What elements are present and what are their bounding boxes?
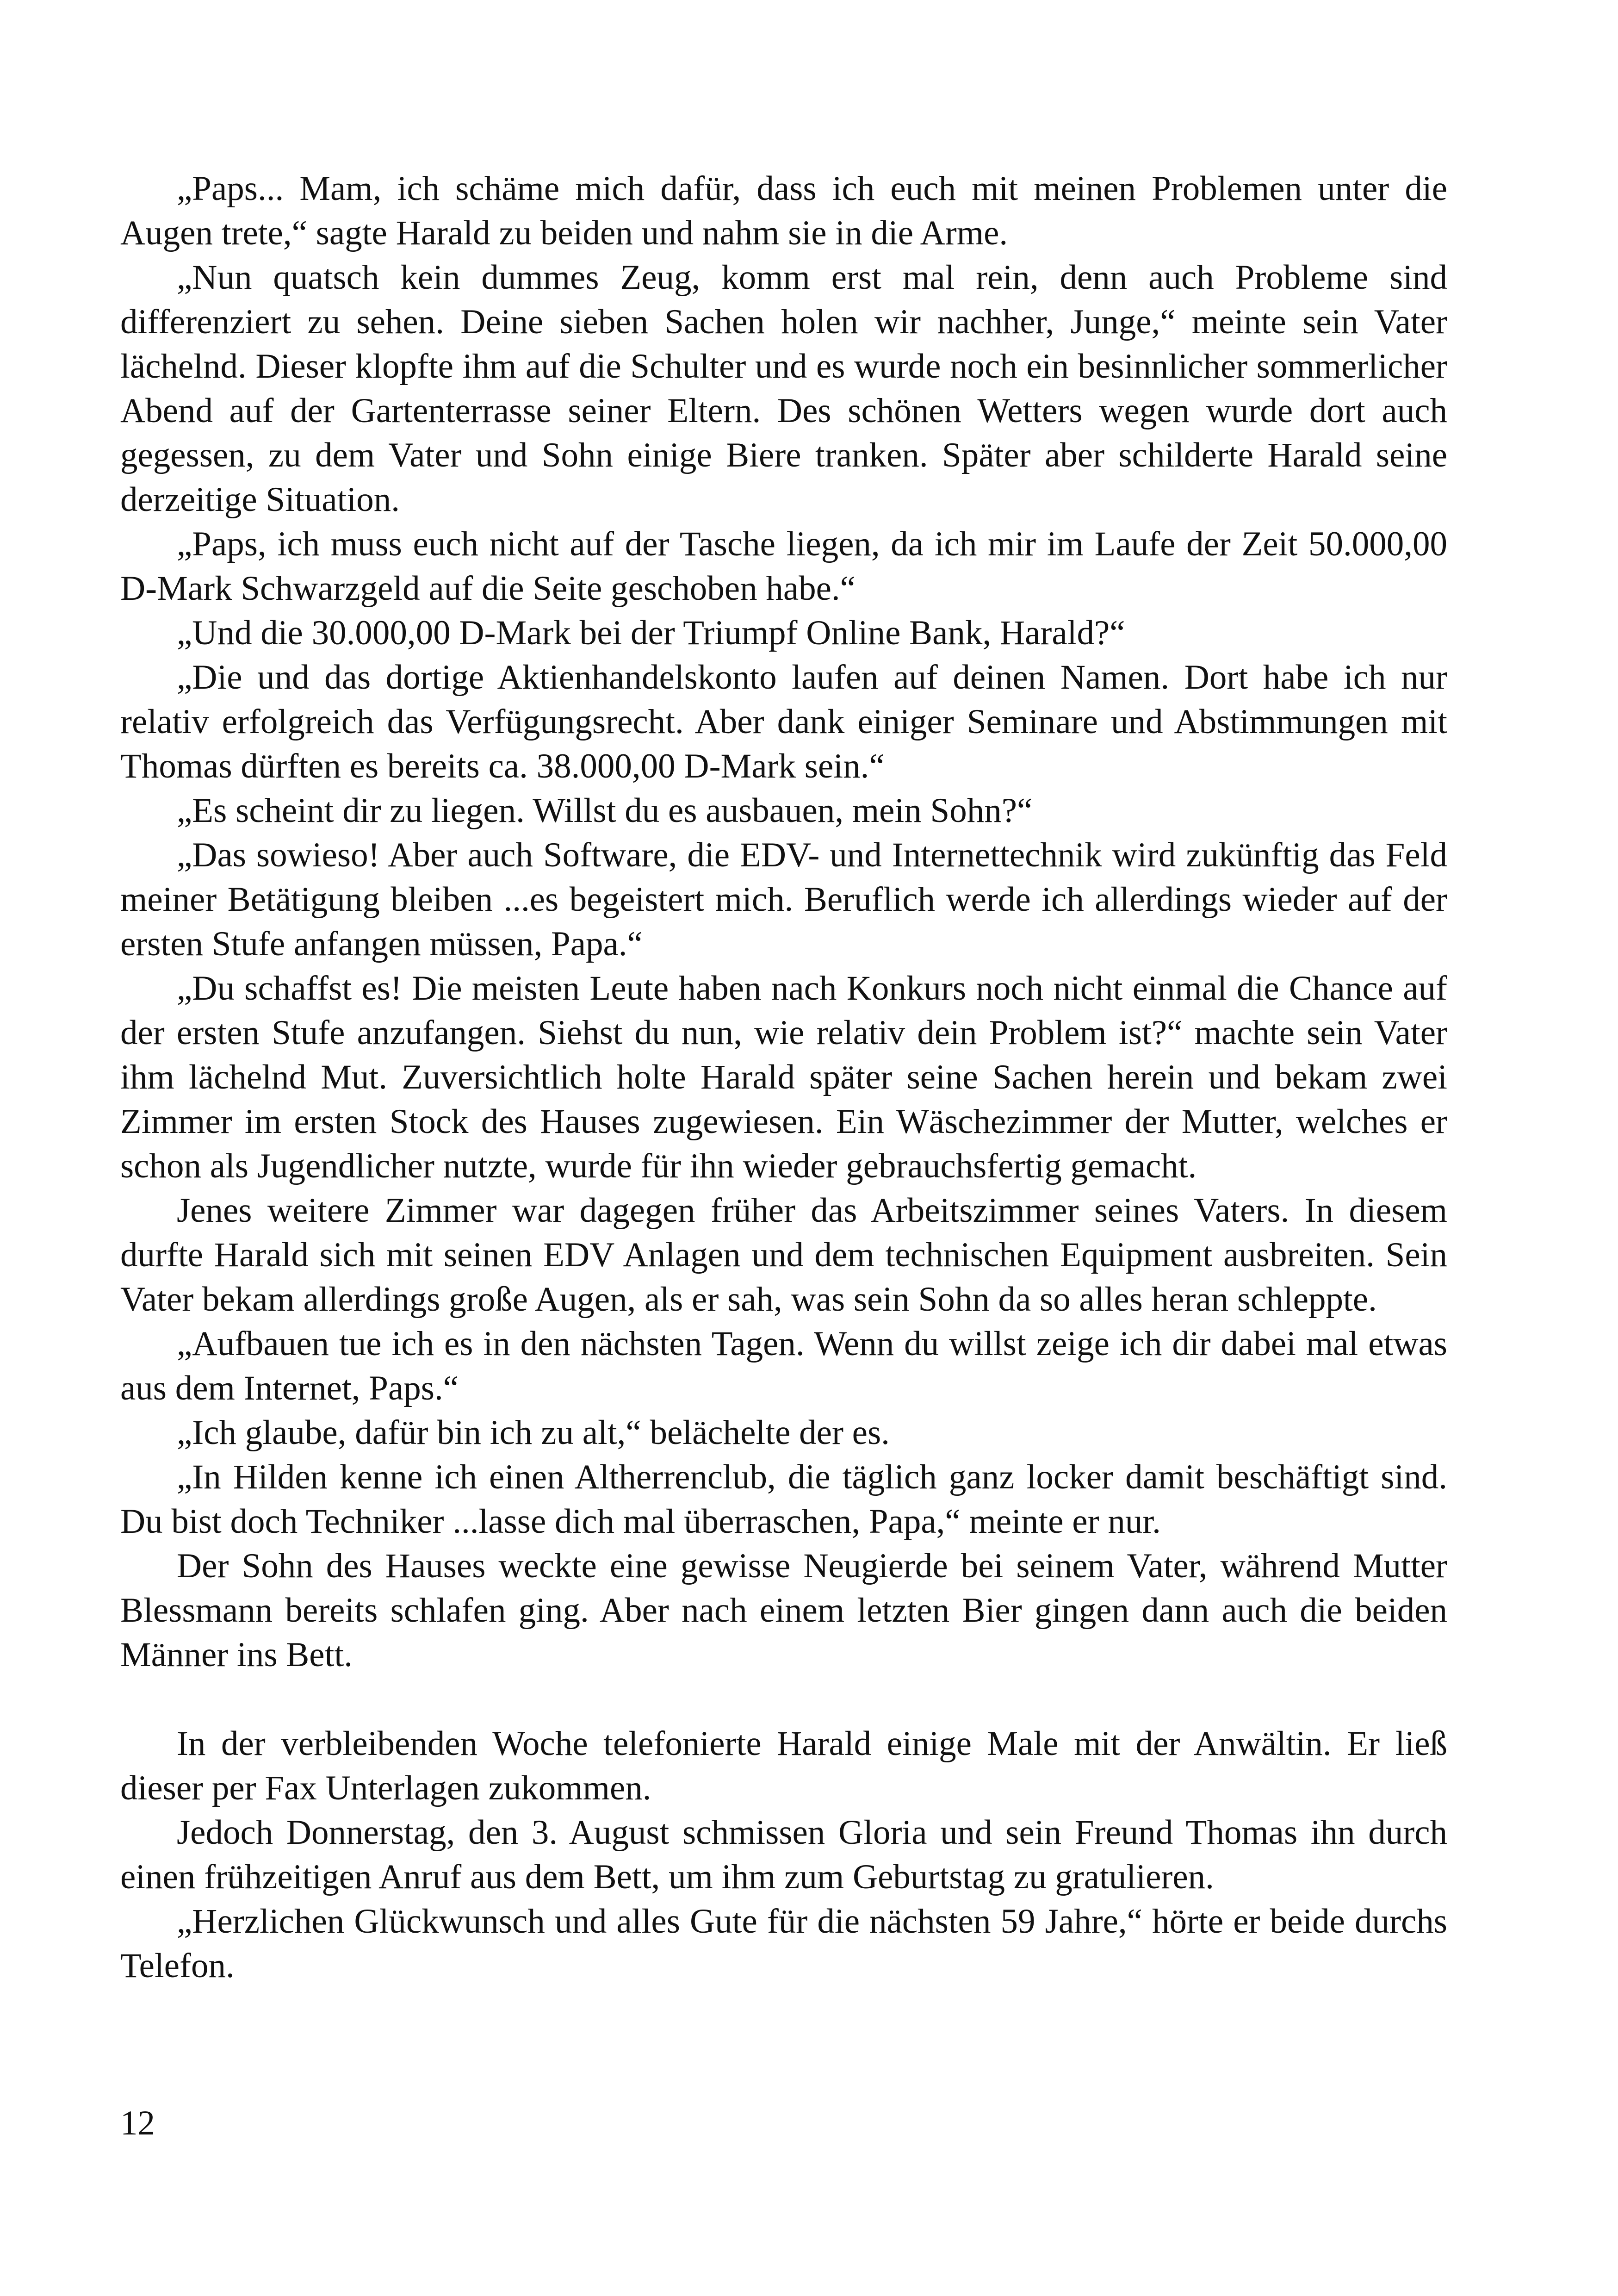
paragraph: Der Sohn des Hauses weckte eine gewisse Neugierde bei seinem Vater, während Mutter Blessmann bereits schlafen ging. Aber nach einem letzten Bier gingen dann auch die beiden Männer ins Bett. xyxy=(120,1547,1447,1674)
paragraph: „Und die 30.000,00 D-Mark bei der Triumpf Online Bank, Harald?“ xyxy=(177,614,1125,652)
paragraph: In der verbleibenden Woche telefonierte Harald einige Male mit der Anwältin. Er ließ dieser per Fax Unterlagen zukommen. xyxy=(120,1724,1447,1807)
paragraph: „Aufbauen tue ich es in den nächsten Tagen. Wenn du willst zeige ich dir dabei mal etwas aus dem Internet, Paps.“ xyxy=(120,1325,1447,1407)
paragraph: Jedoch Donnerstag, den 3. August schmissen Gloria und sein Freund Thomas ihn durch einen frühzeitigen Anruf aus dem Bett, um ihm zum Geburtstag zu gratulieren. xyxy=(120,1813,1447,1896)
paragraph: „In Hilden kenne ich einen Altherrenclub, die täglich ganz locker damit beschäftigt sind. Du bist doch Techniker ...lasse dich mal überraschen, Papa,“ meinte er nur. xyxy=(120,1458,1447,1541)
section-break xyxy=(120,1677,1447,1722)
paragraph: „Du schaffst es! Die meisten Leute haben nach Konkurs noch nicht einmal die Chance auf der ersten Stufe anzufangen. Siehst du nun, wie relativ dein Problem ist?“ machte sein Vater ihm lächelnd Mut. Zuversichtlich holte Harald später seine Sachen herein und bekam zwei Zimmer im ersten Stock des Hauses zugewiesen. Ein Wäschezimmer der Mutter, welches er schon als Jugendlicher nutzte, wurde für ihn wieder gebrauchsfertig gemacht. xyxy=(120,969,1447,1185)
paragraph: „Paps... Mam, ich schäme mich dafür, dass ich euch mit meinen Problemen unter die Augen trete,“ sagte Harald zu beiden und nahm sie in die Arme. xyxy=(120,169,1447,252)
paragraph: „Die und das dortige Aktienhandelskonto laufen auf deinen Namen. Dort habe ich nur relativ erfolgreich das Verfügungsrecht. Aber dank einiger Seminare und Abstimmungen mit Thomas dürften es bereits ca. 38.000,00 D-Mark sein.“ xyxy=(120,658,1447,785)
paragraph: „Herzlichen Glückwunsch und alles Gute für die nächsten 59 Jahre,“ hörte er beide durchs Telefon. xyxy=(120,1902,1447,1985)
paragraph: „Ich glaube, dafür bin ich zu alt,“ belächelte der es. xyxy=(177,1413,890,1452)
paragraph: Jenes weitere Zimmer war dagegen früher das Arbeitszimmer seines Vaters. In diesem durfte Harald sich mit seinen EDV Anlagen und dem technischen Equipment ausbreiten. Sein Vater bekam allerdings große Augen, als er sah, was sein Sohn da so alles heran schleppte. xyxy=(120,1191,1447,1319)
paragraph: „Es scheint dir zu liegen. Willst du es ausbauen, mein Sohn?“ xyxy=(177,791,1033,830)
body-text xyxy=(120,167,1447,1988)
paragraph: „Paps, ich muss euch nicht auf der Tasche liegen, da ich mir im Laufe der Zeit 50.000,00 D-Mark Schwarzgeld auf die Seite geschoben habe.“ xyxy=(120,525,1447,608)
page-number: 12 xyxy=(120,2104,155,2142)
paragraph: „Das sowieso! Aber auch Software, die EDV- und Internettechnik wird zukünftig das Feld meiner Betätigung bleiben ...es begeistert mich. Beruflich werde ich allerdings wieder auf der ersten Stufe anfangen müssen, Papa.“ xyxy=(120,836,1447,963)
paragraph: „Nun quatsch kein dummes Zeug, komm erst mal rein, denn auch Probleme sind differenziert zu sehen. Deine sieben Sachen holen wir nachher, Junge,“ meinte sein Vater lächelnd. Dieser klopfte ihm auf die Schulter und es wurde noch ein besinnlicher sommerlicher Abend auf der Gartenterrasse seiner Eltern. Des schönen Wetters wegen wurde dort auch gegessen, zu dem Vater und Sohn einige Biere tranken. Später aber schilderte Harald seine derzeitige Situation. xyxy=(120,258,1447,519)
